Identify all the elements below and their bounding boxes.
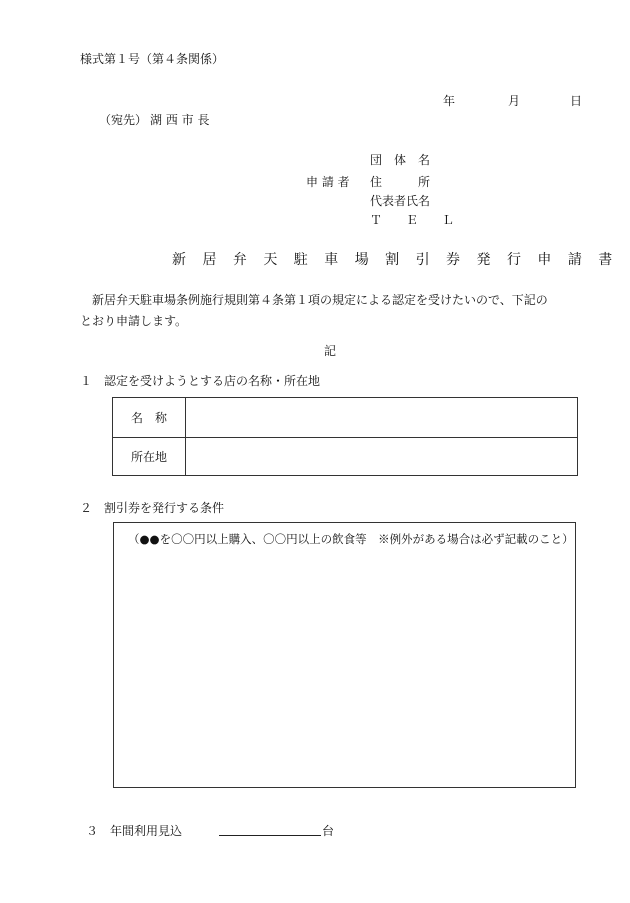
- section1-heading: １ 認定を受けようとする店の名称・所在地: [80, 374, 321, 388]
- store-name-field[interactable]: [186, 398, 578, 438]
- section3-heading: ３ 年間利用見込: [86, 824, 183, 838]
- store-info-table: [112, 397, 578, 476]
- applicant-address: 住 所: [370, 175, 431, 189]
- applicant-representative: 代表者氏名: [370, 194, 431, 208]
- store-address-field[interactable]: [186, 438, 578, 476]
- addressee-prefix: （宛先）: [99, 113, 148, 127]
- ki-heading: 記: [324, 344, 337, 358]
- applicant-label: 申 請 者: [306, 175, 350, 189]
- table-row: [113, 398, 578, 438]
- applicant-group-name: 団 体 名: [370, 153, 431, 167]
- date-day: 日: [570, 94, 583, 108]
- body-text-line-1: 新居弁天駐車場条例施行規則第４条第１項の規定による認定を受けたいので、下記の: [80, 293, 548, 307]
- section2-heading: ２ 割引券を発行する条件: [80, 501, 225, 515]
- table-row: [113, 438, 578, 476]
- conditions-box[interactable]: [113, 522, 576, 788]
- document-title: 新 居 弁 天 駐 車 場 割 引 券 発 行 申 請 書: [172, 252, 619, 268]
- store-address-label: 所在地: [113, 438, 186, 476]
- addressee-name: 湖 西 市 長: [150, 113, 210, 127]
- date-month: 月: [508, 94, 521, 108]
- annual-usage-unit: 台: [322, 824, 335, 838]
- conditions-note: （●●を〇〇円以上購入、〇〇円以上の飲食等 ※例外がある場合は必ず記載のこと）: [128, 532, 574, 546]
- store-name-label: 名 称: [113, 398, 186, 438]
- body-text-line-2: とおり申請します。: [80, 314, 188, 328]
- form-number: 様式第１号（第４条関係）: [80, 52, 225, 66]
- annual-usage-field[interactable]: [219, 822, 321, 836]
- date-year: 年: [443, 94, 456, 108]
- applicant-tel: Ｔ Ｅ Ｌ: [370, 213, 455, 227]
